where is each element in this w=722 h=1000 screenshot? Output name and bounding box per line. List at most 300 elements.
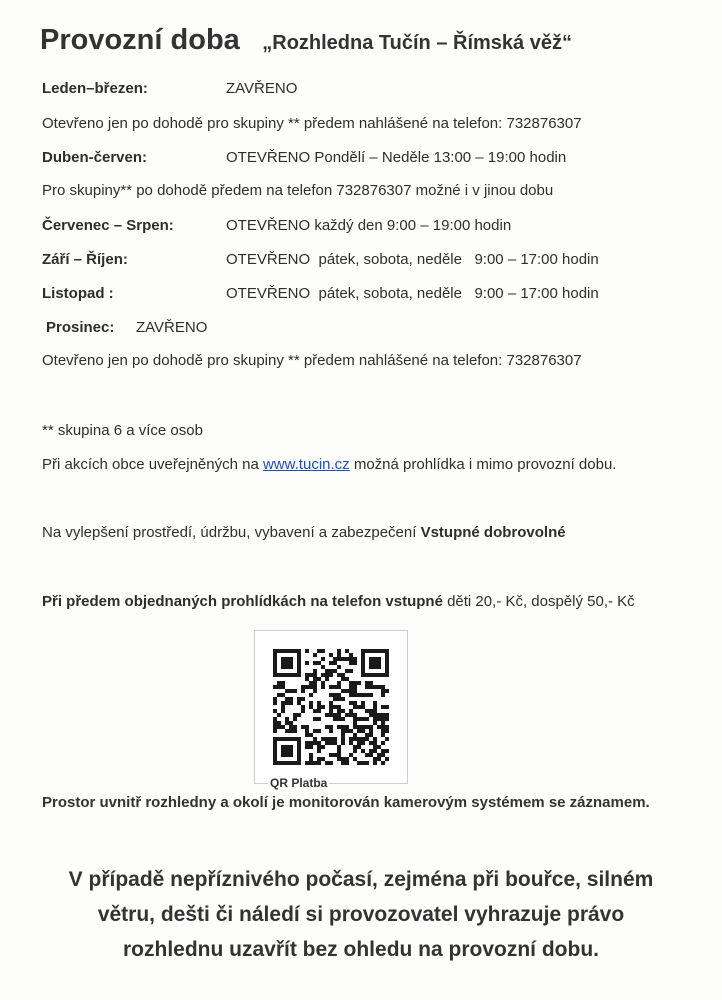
schedule-row-nov <box>42 285 599 302</box>
schedule-value: OTEVŘENO Pondělí – Neděle 13:00 – 19:00 hodin <box>226 149 567 166</box>
qr-module <box>285 661 289 665</box>
qr-module <box>385 673 389 677</box>
qr-module <box>289 749 293 753</box>
qr-module <box>381 713 385 717</box>
qr-module <box>273 737 277 741</box>
qr-module <box>353 737 357 741</box>
qr-module <box>289 753 293 757</box>
qr-module <box>313 729 317 733</box>
qr-module <box>381 741 385 745</box>
qr-module <box>337 705 341 709</box>
schedule-row-apr-jun <box>42 149 567 166</box>
qr-module <box>385 689 389 693</box>
qr-module <box>337 753 341 757</box>
qr-module <box>361 749 365 753</box>
qr-module <box>385 717 389 721</box>
qr-module <box>305 725 309 729</box>
qr-module <box>353 721 357 725</box>
qr-module <box>313 669 317 673</box>
warning-line: větru, dešti či náledí si provozovatel vyhrazuje právo <box>97 903 625 926</box>
qr-module <box>273 761 277 765</box>
header <box>40 24 572 57</box>
qr-module <box>353 681 357 685</box>
qr-module <box>369 733 373 737</box>
qr-module <box>305 741 309 745</box>
qr-module <box>361 693 365 697</box>
qr-module <box>321 649 325 653</box>
qr-module <box>337 709 341 713</box>
price-note <box>42 593 635 610</box>
events-note <box>42 456 616 473</box>
qr-module <box>349 709 353 713</box>
qr-module <box>365 733 369 737</box>
qr-module <box>297 653 301 657</box>
qr-module <box>373 705 377 709</box>
qr-module <box>381 705 385 709</box>
qr-module <box>369 741 373 745</box>
qr-module <box>301 709 305 713</box>
qr-module <box>289 721 293 725</box>
qr-module <box>329 669 333 673</box>
qr-module <box>289 689 293 693</box>
qr-module <box>353 693 357 697</box>
qr-module <box>301 697 305 701</box>
qr-module <box>341 673 345 677</box>
qr-module <box>285 673 289 677</box>
website-link[interactable]: www.tucin.cz <box>262 456 350 473</box>
events-text-after: možná prohlídka i mimo provozní dobu. <box>349 456 617 473</box>
qr-module <box>357 745 361 749</box>
qr-module <box>309 741 313 745</box>
qr-module <box>313 653 317 657</box>
qr-module <box>345 713 349 717</box>
qr-module <box>273 669 277 673</box>
qr-module <box>373 661 377 665</box>
qr-module <box>369 685 373 689</box>
qr-module <box>329 661 333 665</box>
qr-module <box>373 717 377 721</box>
schedule-note-groups-3: Otevřeno jen po dohodě pro skupiny ** předem nahlášené na telefon: 732876307 <box>42 352 582 369</box>
qr-module <box>333 705 337 709</box>
qr-module <box>297 757 301 761</box>
qr-module <box>329 753 333 757</box>
qr-module <box>381 733 385 737</box>
qr-module <box>281 685 285 689</box>
qr-module <box>313 685 317 689</box>
qr-module <box>337 681 341 685</box>
qr-module <box>337 649 341 653</box>
qr-module <box>365 737 369 741</box>
qr-module <box>333 685 337 689</box>
schedule-label: Leden–březen: <box>42 80 148 97</box>
qr-module <box>369 725 373 729</box>
qr-module <box>297 753 301 757</box>
qr-module <box>357 725 361 729</box>
qr-module <box>381 753 385 757</box>
qr-module <box>337 657 341 661</box>
qr-module <box>325 677 329 681</box>
qr-module <box>369 665 373 669</box>
qr-module <box>357 729 361 733</box>
qr-module <box>313 741 317 745</box>
schedule-note-groups-1: Otevřeno jen po dohodě pro skupiny ** předem nahlášené na telefon: 732876307 <box>42 115 582 132</box>
warning-line: rozhlednu uzavřít bez ohledu na provozní dobu. <box>123 938 599 961</box>
qr-module <box>289 701 293 705</box>
qr-module <box>277 721 281 725</box>
qr-module <box>297 669 301 673</box>
qr-module <box>273 725 277 729</box>
qr-module <box>349 693 353 697</box>
qr-caption: QR Platba <box>270 776 328 790</box>
qr-module <box>297 673 301 677</box>
qr-module <box>305 677 309 681</box>
qr-module <box>305 761 309 765</box>
qr-module <box>337 653 341 657</box>
qr-module <box>349 669 353 673</box>
qr-module <box>385 757 389 761</box>
qr-module <box>341 737 345 741</box>
qr-module <box>285 717 289 721</box>
qr-module <box>345 725 349 729</box>
qr-module <box>301 725 305 729</box>
qr-module <box>273 721 277 725</box>
qr-module <box>377 665 381 669</box>
qr-module <box>281 709 285 713</box>
qr-module <box>317 709 321 713</box>
qr-module <box>357 693 361 697</box>
qr-module <box>345 729 349 733</box>
qr-module <box>325 725 329 729</box>
qr-module <box>349 741 353 745</box>
qr-module <box>321 657 325 661</box>
qr-module <box>285 649 289 653</box>
qr-module <box>329 705 333 709</box>
group-size-note: ** skupina 6 a více osob <box>42 422 203 439</box>
qr-module <box>333 737 337 741</box>
qr-module <box>273 673 277 677</box>
qr-module <box>317 729 321 733</box>
qr-module <box>273 753 277 757</box>
qr-module <box>349 753 353 757</box>
weather-warning <box>30 862 692 967</box>
qr-module <box>365 709 369 713</box>
qr-module <box>293 689 297 693</box>
qr-module <box>325 761 329 765</box>
qr-module <box>305 661 309 665</box>
qr-module <box>353 657 357 661</box>
qr-module <box>365 717 369 721</box>
schedule-value: OTEVŘENO každý den 9:00 – 19:00 hodin <box>226 217 512 234</box>
qr-module <box>365 725 369 729</box>
qr-module <box>285 657 289 661</box>
qr-module <box>297 749 301 753</box>
qr-module <box>273 649 277 653</box>
qr-module <box>329 693 333 697</box>
qr-module <box>345 677 349 681</box>
qr-module <box>377 661 381 665</box>
qr-module <box>333 693 337 697</box>
qr-module <box>289 673 293 677</box>
qr-module <box>381 693 385 697</box>
qr-module <box>281 673 285 677</box>
qr-module <box>289 745 293 749</box>
qr-module <box>385 737 389 741</box>
qr-module <box>297 697 301 701</box>
qr-module <box>349 657 353 661</box>
qr-module <box>281 693 285 697</box>
qr-module <box>285 753 289 757</box>
qr-module <box>353 713 357 717</box>
qr-module <box>289 657 293 661</box>
qr-module <box>273 757 277 761</box>
price-bold: Při předem objednaných prohlídkách na telefon vstupné <box>42 593 443 610</box>
qr-module <box>353 757 357 761</box>
schedule-label: Prosinec: <box>46 319 115 336</box>
qr-module <box>341 697 345 701</box>
qr-module <box>337 725 341 729</box>
qr-module <box>281 665 285 669</box>
qr-module <box>313 673 317 677</box>
qr-module <box>377 657 381 661</box>
schedule-row-jul-aug <box>42 217 512 234</box>
qr-module <box>369 673 373 677</box>
qr-module <box>285 689 289 693</box>
qr-module <box>305 673 309 677</box>
qr-module <box>277 673 281 677</box>
qr-module <box>309 693 313 697</box>
qr-module <box>341 729 345 733</box>
qr-module <box>369 713 373 717</box>
qr-module <box>289 729 293 733</box>
qr-module <box>321 745 325 749</box>
qr-module <box>385 729 389 733</box>
page-title: Provozní doba <box>40 24 240 56</box>
qr-module <box>301 685 305 689</box>
qr-module <box>373 757 377 761</box>
qr-module <box>329 761 333 765</box>
qr-module <box>309 673 313 677</box>
qr-module <box>285 737 289 741</box>
schedule-row-dec <box>46 319 208 336</box>
qr-module <box>341 689 345 693</box>
qr-module <box>273 717 277 721</box>
qr-module <box>369 749 373 753</box>
qr-module <box>321 681 325 685</box>
qr-module <box>321 705 325 709</box>
qr-module <box>337 713 341 717</box>
qr-module <box>309 753 313 757</box>
qr-module <box>317 661 321 665</box>
schedule-note-groups-2: Pro skupiny** po dohodě předem na telefon 732876307 možné i v jinou dobu <box>42 182 554 199</box>
qr-module <box>385 713 389 717</box>
qr-module <box>377 725 381 729</box>
qr-module <box>317 757 321 761</box>
qr-module <box>353 749 357 753</box>
qr-module <box>293 729 297 733</box>
qr-module <box>365 753 369 757</box>
qr-module <box>385 749 389 753</box>
qr-module <box>281 681 285 685</box>
qr-module <box>337 749 341 753</box>
qr-module <box>361 717 365 721</box>
qr-module <box>317 749 321 753</box>
qr-module <box>349 713 353 717</box>
qr-module <box>281 749 285 753</box>
qr-module <box>325 713 329 717</box>
qr-module <box>325 669 329 673</box>
qr-module <box>329 709 333 713</box>
qr-module <box>361 665 365 669</box>
qr-module <box>289 649 293 653</box>
qr-module <box>329 725 333 729</box>
qr-module <box>333 669 337 673</box>
qr-module <box>329 673 333 677</box>
qr-module <box>297 701 301 705</box>
qr-module <box>305 745 309 749</box>
qr-module <box>385 661 389 665</box>
qr-module <box>353 685 357 689</box>
qr-module <box>321 737 325 741</box>
qr-module <box>369 681 373 685</box>
qr-module <box>361 657 365 661</box>
qr-module <box>353 717 357 721</box>
qr-module <box>293 761 297 765</box>
qr-module <box>317 717 321 721</box>
qr-module <box>385 665 389 669</box>
qr-module <box>301 689 305 693</box>
qr-module <box>321 685 325 689</box>
qr-module <box>297 661 301 665</box>
qr-module <box>337 717 341 721</box>
qr-module <box>365 761 369 765</box>
qr-module <box>313 661 317 665</box>
qr-module <box>297 713 301 717</box>
qr-module <box>349 737 353 741</box>
qr-module <box>353 733 357 737</box>
qr-module <box>329 729 333 733</box>
qr-module <box>361 669 365 673</box>
qr-module <box>365 685 369 689</box>
qr-module <box>273 701 277 705</box>
qr-module <box>321 757 325 761</box>
qr-module <box>333 697 337 701</box>
qr-module <box>381 689 385 693</box>
qr-module <box>313 761 317 765</box>
qr-module <box>357 681 361 685</box>
schedule-label: Září – Říjen: <box>42 251 128 268</box>
qr-module <box>313 737 317 741</box>
schedule-label: Červenec – Srpen: <box>42 217 174 234</box>
qr-module <box>273 709 277 713</box>
schedule-value: ZAVŘENO <box>136 319 208 336</box>
qr-module <box>381 729 385 733</box>
qr-module <box>277 761 281 765</box>
qr-module <box>277 713 281 717</box>
qr-module <box>373 673 377 677</box>
qr-module <box>337 673 341 677</box>
qr-module <box>369 729 373 733</box>
qr-module <box>313 689 317 693</box>
qr-module <box>309 681 313 685</box>
qr-module <box>381 725 385 729</box>
qr-module <box>317 677 321 681</box>
qr-module <box>309 745 313 749</box>
qr-module <box>317 649 321 653</box>
qr-module <box>361 701 365 705</box>
qr-module <box>377 685 381 689</box>
qr-module <box>297 657 301 661</box>
qr-module <box>341 717 345 721</box>
qr-module <box>305 729 309 733</box>
qr-module <box>353 705 357 709</box>
qr-module <box>381 685 385 689</box>
qr-module <box>293 673 297 677</box>
qr-module <box>325 741 329 745</box>
qr-module <box>289 665 293 669</box>
qr-module <box>309 705 313 709</box>
qr-module <box>337 757 341 761</box>
qr-module <box>385 649 389 653</box>
qr-module <box>373 709 377 713</box>
qr-module <box>273 697 277 701</box>
qr-module <box>341 725 345 729</box>
qr-module <box>273 665 277 669</box>
qr-module <box>281 701 285 705</box>
page-subtitle: „Rozhledna Tučín – Římská věž“ <box>262 32 572 54</box>
qr-module <box>377 757 381 761</box>
qr-module <box>281 753 285 757</box>
qr-module <box>293 713 297 717</box>
qr-module <box>337 697 341 701</box>
qr-module <box>285 721 289 725</box>
qr-module <box>297 665 301 669</box>
qr-module <box>337 693 341 697</box>
qr-module <box>377 717 381 721</box>
qr-code-box <box>254 630 408 784</box>
qr-module <box>361 661 365 665</box>
qr-module <box>273 745 277 749</box>
qr-module <box>321 673 325 677</box>
qr-module <box>293 649 297 653</box>
qr-module <box>369 657 373 661</box>
qr-module <box>285 665 289 669</box>
qr-module <box>333 657 337 661</box>
qr-module <box>333 741 337 745</box>
qr-module <box>365 681 369 685</box>
qr-module <box>377 753 381 757</box>
qr-module <box>377 673 381 677</box>
qr-module <box>373 749 377 753</box>
warning-line: V případě nepříznivého počasí, zejména při bouřce, silném <box>68 868 654 891</box>
qr-module <box>313 709 317 713</box>
schedule-value: OTEVŘENO pátek, sobota, neděle 9:00 – 17:00 hodin <box>226 285 599 302</box>
qr-module <box>281 649 285 653</box>
qr-module <box>345 649 349 653</box>
qr-module <box>373 761 377 765</box>
qr-module <box>285 745 289 749</box>
qr-module <box>281 737 285 741</box>
qr-module <box>293 725 297 729</box>
qr-module <box>361 737 365 741</box>
qr-module <box>373 713 377 717</box>
qr-module <box>317 745 321 749</box>
qr-module <box>281 725 285 729</box>
qr-module <box>273 661 277 665</box>
qr-module <box>349 685 353 689</box>
events-text-before: Při akcích obce uveřejněných na <box>42 456 263 473</box>
qr-module <box>365 673 369 677</box>
qr-module <box>293 737 297 741</box>
